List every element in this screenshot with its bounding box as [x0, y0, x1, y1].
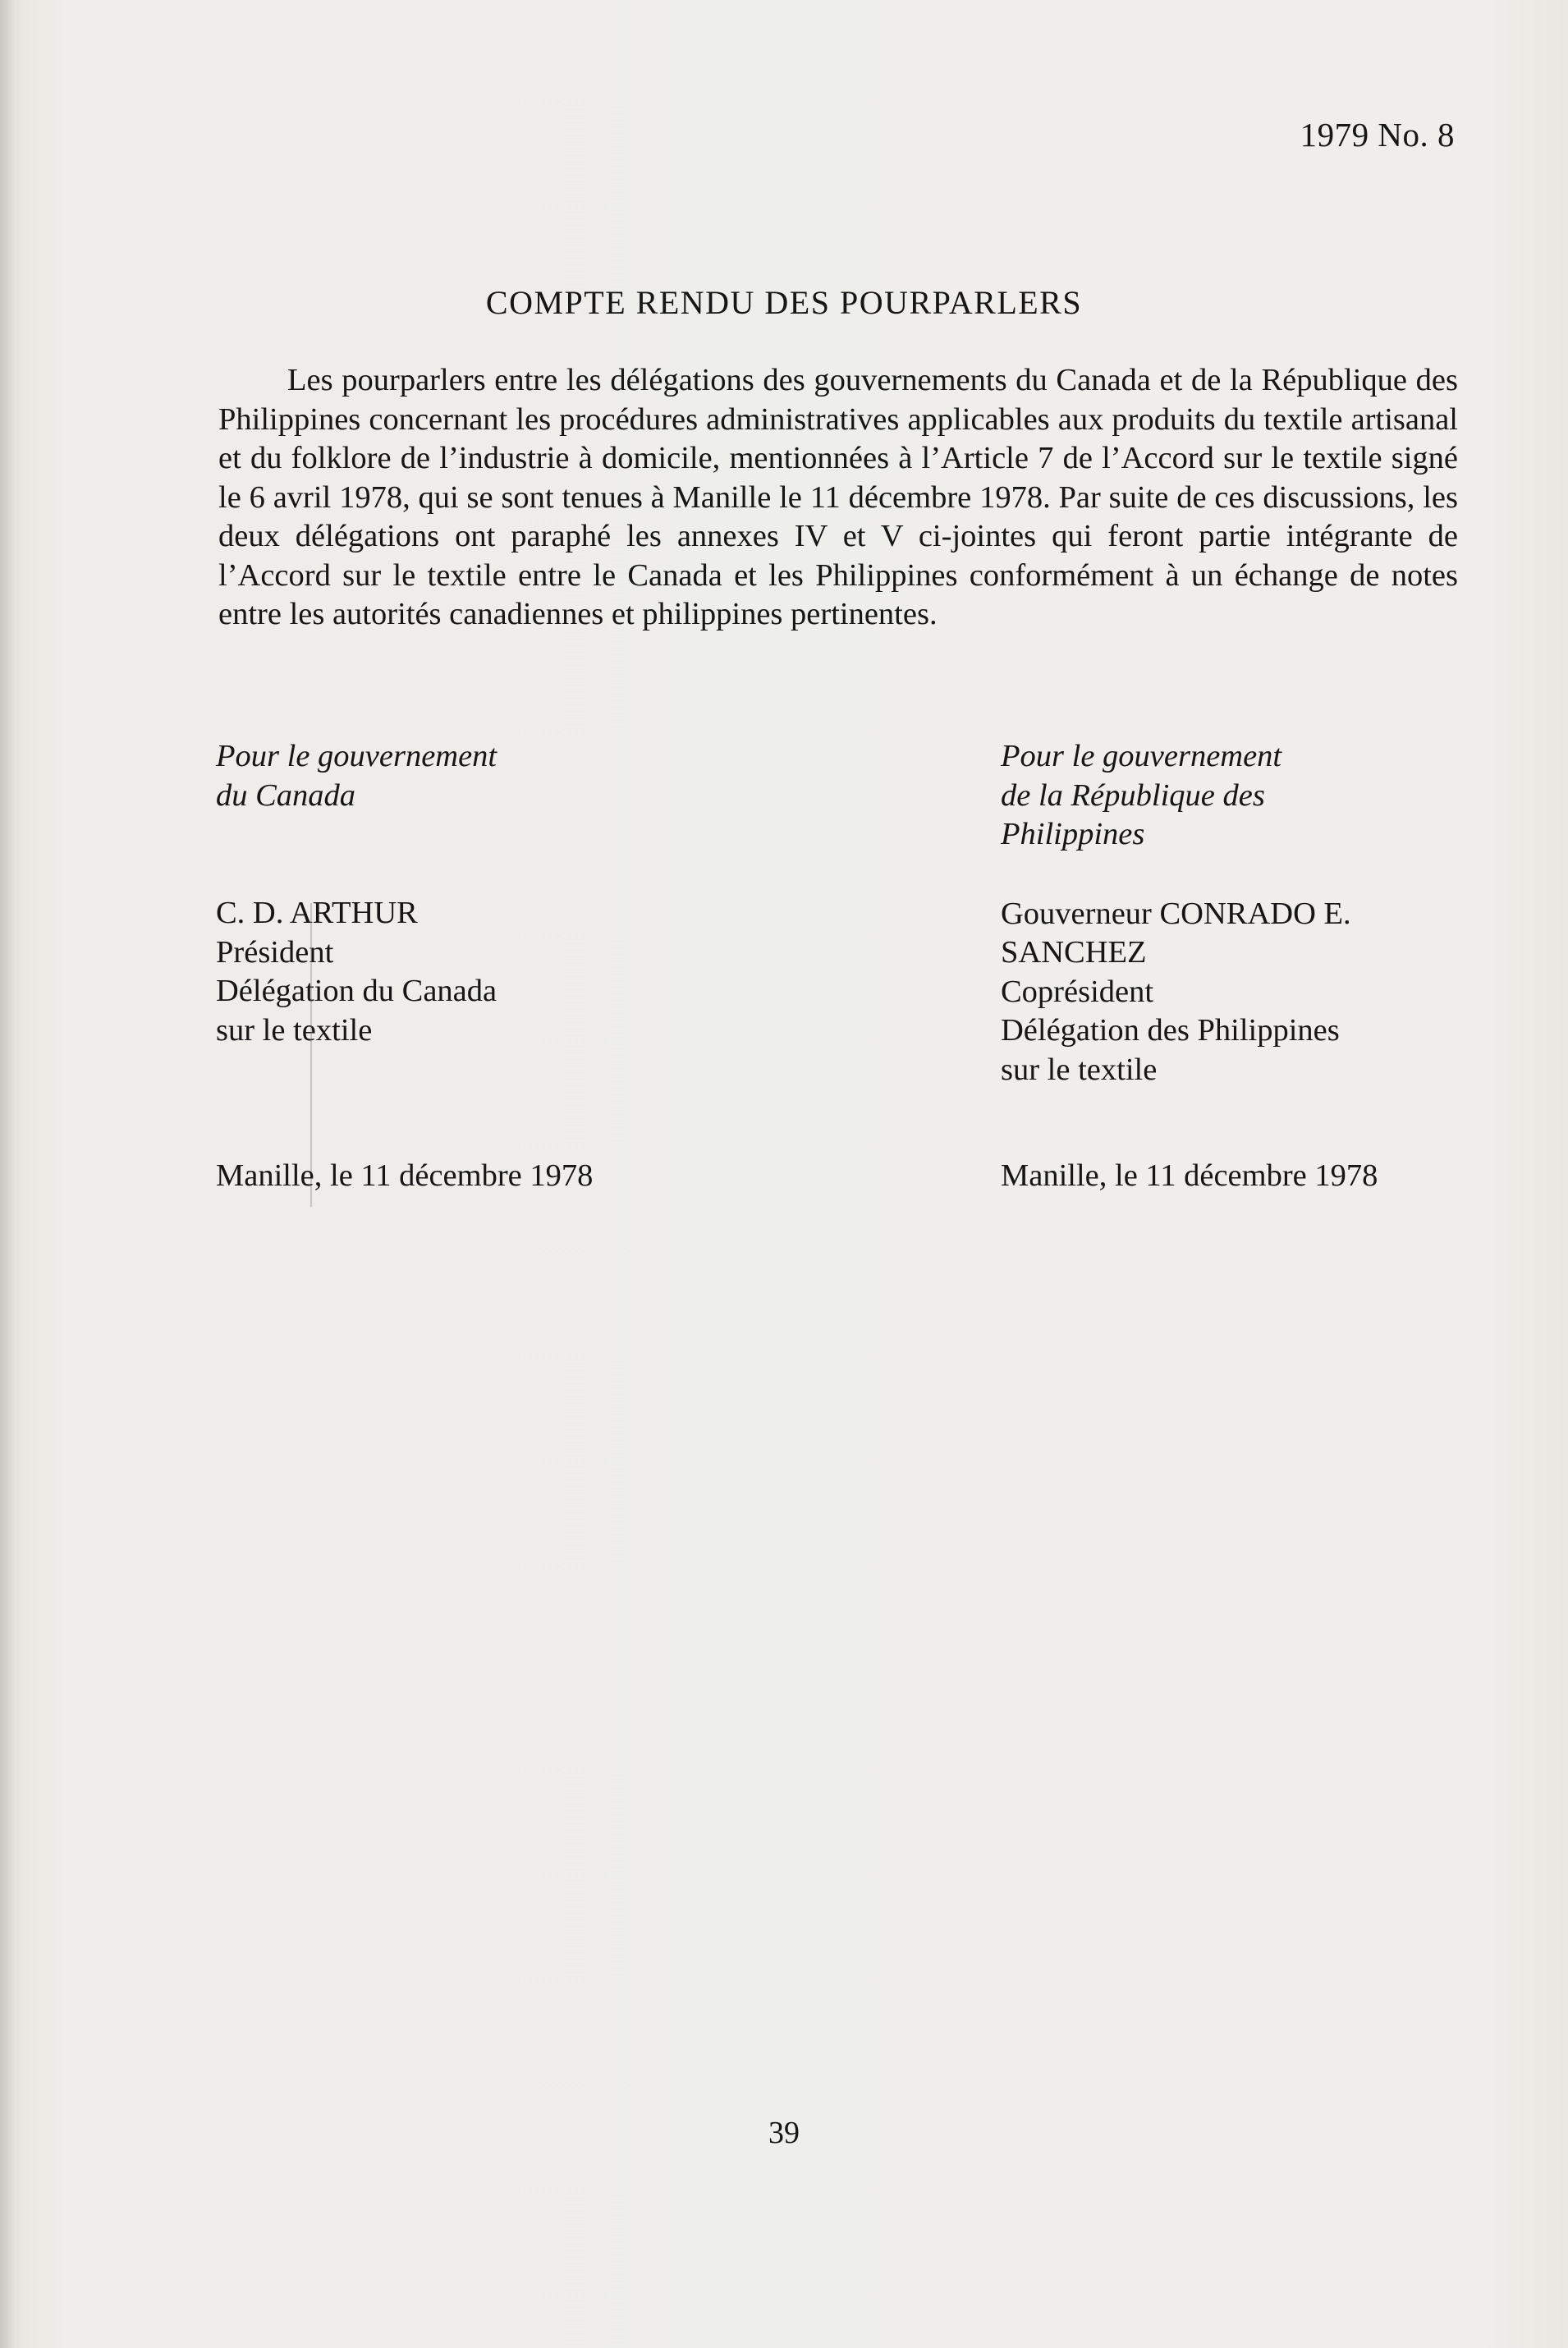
treaty-reference: 1979 No. 8	[1300, 116, 1455, 154]
signatory-role: Délégation du Canada	[216, 974, 497, 1008]
body-paragraph: Les pourparlers entre les délégations des gouvernements du Canada et de la République des Philippines concernant les procédures administratives applicables aux produits du textile artisanal et du folklore de l’industrie à domicile, mentionnées à l’Article 7 de l’Accord sur le textile signé le 6 avril 1978, qui se sont tenues à Manille le 11 décembre 1978. Par suite de ces discussions, les deux délégations ont paraphé les annexes IV et V ci-jointes qui feront partie intégrante de l’Accord sur le textile entre le Canada et les Philippines conformément à un échange de notes entre les autorités canadiennes et philippines pertinentes.	[218, 363, 1458, 631]
signatory-for-line: de la République des	[1001, 777, 1265, 813]
place-date-philippines: Manille, le 11 décembre 1978	[1001, 1158, 1378, 1193]
page-number: 39	[768, 2116, 800, 2150]
signatory-title: Président	[216, 934, 334, 970]
signatory-role: sur le textile	[1001, 1052, 1158, 1087]
signatory-name: C. D. ARTHUR	[216, 896, 418, 930]
signature-block-canada	[216, 737, 741, 1050]
signatory-name: Gouverneur CONRADO E.	[1001, 896, 1351, 931]
signatory-for-line: Pour le gouvernement	[1001, 739, 1282, 773]
signatory-role: Délégation des Philippines	[1001, 1013, 1340, 1048]
signatory-for-line: du Canada	[216, 777, 356, 813]
signatory-title: Coprésident	[1001, 974, 1154, 1009]
signatory-role: sur le textile	[216, 1012, 373, 1048]
binding-shadow	[0, 0, 15, 2348]
signatory-for-line: Philippines	[1001, 817, 1145, 851]
place-date-canada: Manille, le 11 décembre 1978	[216, 1158, 594, 1193]
signature-block-philippines	[1001, 737, 1460, 1089]
signatory-name: SANCHEZ	[1001, 935, 1147, 970]
document-title: COMPTE RENDU DES POURPARLERS	[485, 284, 1083, 321]
signatory-for-line: Pour le gouvernement	[216, 739, 497, 773]
